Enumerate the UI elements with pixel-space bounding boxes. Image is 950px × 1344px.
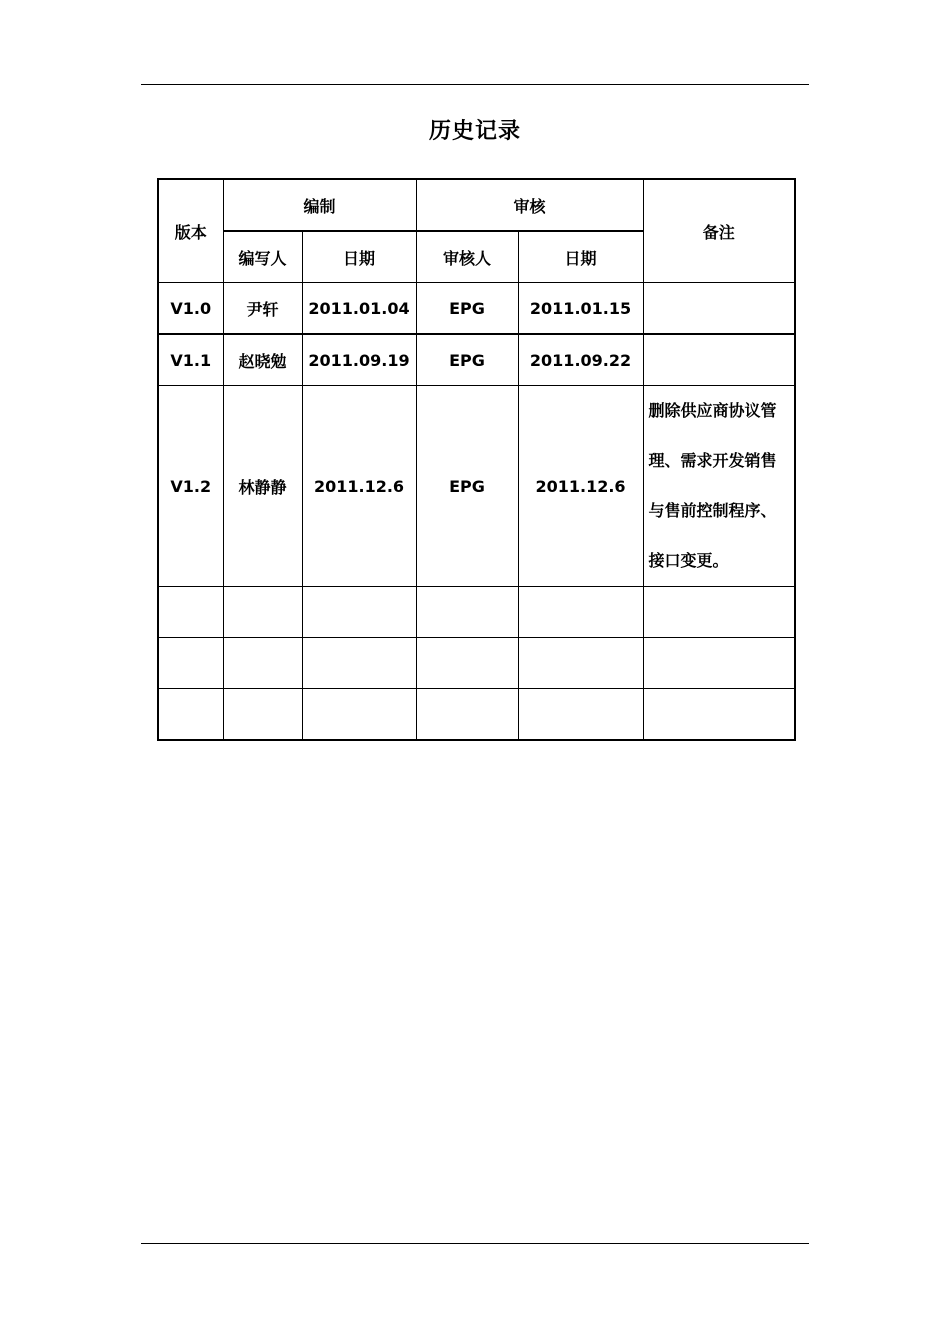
- table-row: [158, 334, 795, 386]
- cell-remark: [643, 386, 795, 587]
- cell-empty: [416, 587, 518, 638]
- cell-compile-date: 2011.12.6: [302, 386, 416, 587]
- cell-writer: 尹轩: [223, 283, 302, 335]
- header-compile: 编制: [223, 179, 416, 231]
- cell-empty: [223, 587, 302, 638]
- cell-empty: [223, 689, 302, 741]
- cell-version: V1.1: [158, 334, 223, 386]
- header-remark: 备注: [643, 179, 795, 283]
- cell-empty: [302, 587, 416, 638]
- cell-version: V1.2: [158, 386, 223, 587]
- table-row: [158, 283, 795, 335]
- cell-reviewer: EPG: [416, 334, 518, 386]
- table-row-empty: [158, 587, 795, 638]
- history-table: [157, 178, 796, 741]
- table-row-empty: [158, 689, 795, 741]
- cell-empty: [158, 587, 223, 638]
- cell-writer: 林静静: [223, 386, 302, 587]
- header-reviewer: 审核人: [416, 231, 518, 283]
- header-rule: [141, 84, 809, 85]
- table-row-empty: [158, 638, 795, 689]
- cell-empty: [416, 638, 518, 689]
- cell-reviewer: EPG: [416, 386, 518, 587]
- header-version: 版本: [158, 179, 223, 283]
- cell-writer: 赵晓勉: [223, 334, 302, 386]
- cell-compile-date: 2011.09.19: [302, 334, 416, 386]
- cell-remark: [643, 334, 795, 386]
- cell-empty: [158, 638, 223, 689]
- cell-empty: [518, 638, 643, 689]
- table-row: [158, 386, 795, 587]
- footer-rule: [141, 1243, 809, 1244]
- header-writer: 编写人: [223, 231, 302, 283]
- header-compile-date: 日期: [302, 231, 416, 283]
- cell-empty: [302, 638, 416, 689]
- cell-remark: [643, 283, 795, 335]
- cell-empty: [158, 689, 223, 741]
- cell-version: V1.0: [158, 283, 223, 335]
- cell-review-date: 2011.09.22: [518, 334, 643, 386]
- cell-empty: [416, 689, 518, 741]
- cell-review-date: 2011.12.6: [518, 386, 643, 587]
- header-review-date: 日期: [518, 231, 643, 283]
- cell-empty: [643, 587, 795, 638]
- cell-empty: [643, 638, 795, 689]
- cell-empty: [518, 587, 643, 638]
- cell-compile-date: 2011.01.04: [302, 283, 416, 335]
- header-row-1: [158, 179, 795, 231]
- header-review: 审核: [416, 179, 643, 231]
- cell-review-date: 2011.01.15: [518, 283, 643, 335]
- remark-text: 删除供应商协议管理、需求开发销售与售前控制程序、接口变更。: [648, 401, 777, 570]
- page-title: 历史记录: [428, 119, 521, 144]
- cell-empty: [223, 638, 302, 689]
- cell-empty: [302, 689, 416, 741]
- cell-empty: [518, 689, 643, 741]
- cell-reviewer: EPG: [416, 283, 518, 335]
- cell-empty: [643, 689, 795, 741]
